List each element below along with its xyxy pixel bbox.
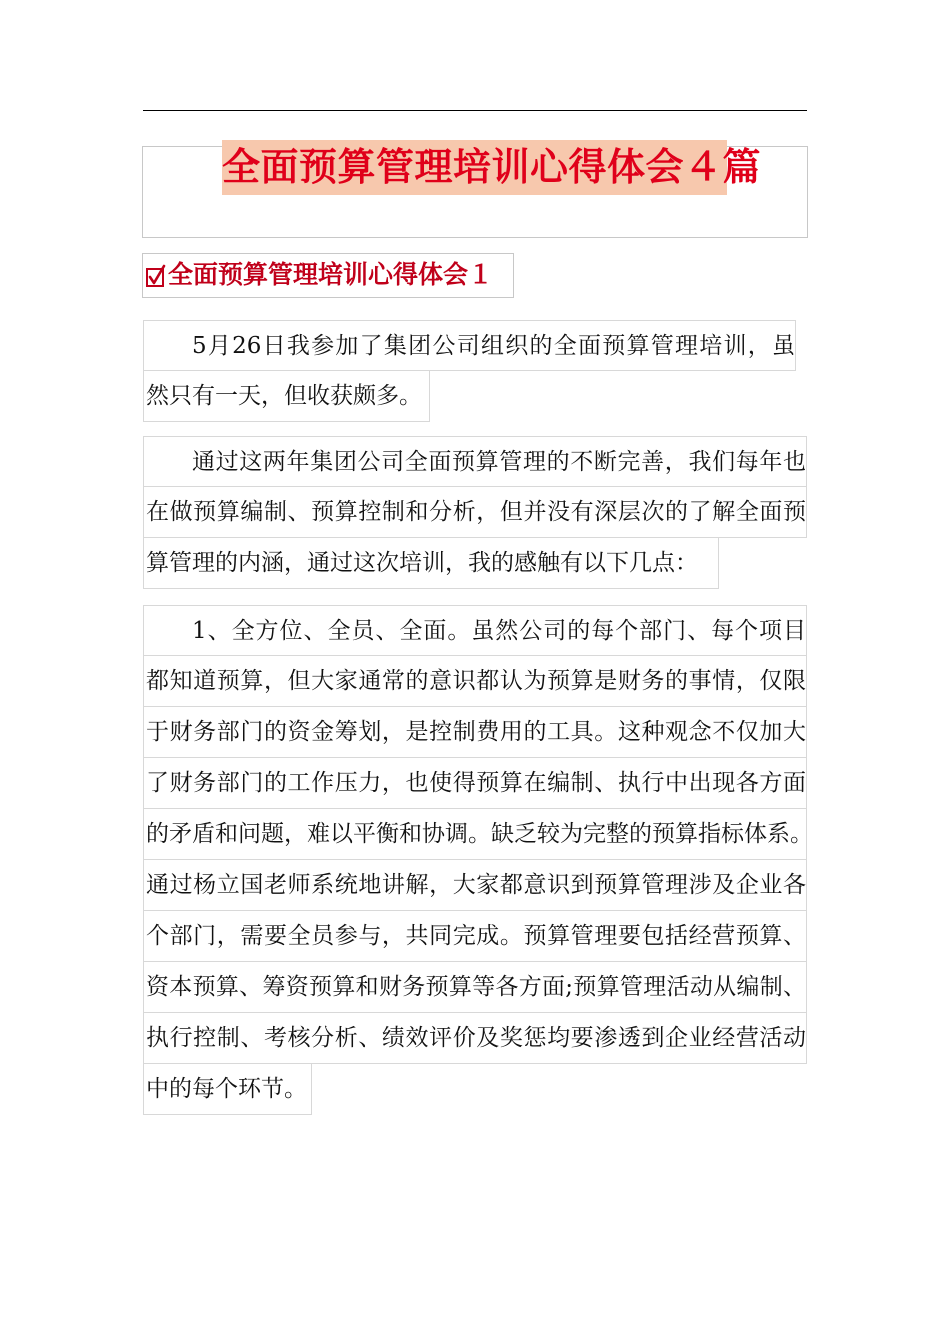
paragraph-line: 都知道预算，但大家通常的意识都认为预算是财务的事情，仅限 bbox=[143, 656, 807, 707]
paragraph-line: 通过杨立国老师系统地讲解，大家都意识到预算管理涉及企业各 bbox=[143, 860, 807, 911]
top-rule bbox=[143, 110, 807, 111]
paragraph-line: 算管理的内涵，通过这次培训，我的感触有以下几点： bbox=[143, 538, 719, 589]
paragraph-2 bbox=[143, 436, 807, 589]
paragraph-line: 了财务部门的工作压力，也使得预算在编制、执行中出现各方面 bbox=[143, 758, 807, 809]
paragraph-line: 1、全方位、全员、全面。虽然公司的每个部门、每个项目 bbox=[143, 605, 807, 656]
paragraph-line: 执行控制、考核分析、绩效评价及奖惩均要渗透到企业经营活动 bbox=[143, 1013, 807, 1064]
paragraph-line: 然只有一天，但收获颇多。 bbox=[143, 371, 430, 422]
paragraph-line: 于财务部门的资金筹划，是控制费用的工具。这种观念不仅加大 bbox=[143, 707, 807, 758]
document-title: 全面预算管理培训心得体会４篇 bbox=[222, 144, 762, 189]
section-heading: 全面预算管理培训心得体会１ bbox=[168, 260, 494, 289]
paragraph-line: 中的每个环节。 bbox=[143, 1064, 312, 1115]
checkbox-checked-icon bbox=[146, 264, 166, 288]
paragraph-line: 的矛盾和问题，难以平衡和协调。缺乏较为完整的预算指标体系。 bbox=[143, 809, 807, 860]
paragraph-line: 个部门，需要全员参与，共同完成。预算管理要包括经营预算、 bbox=[143, 911, 807, 962]
paragraph-1 bbox=[143, 320, 796, 422]
paragraph-3 bbox=[143, 605, 813, 1115]
paragraph-line: 通过这两年集团公司全面预算管理的不断完善，我们每年也 bbox=[143, 436, 807, 487]
paragraph-line: 资本预算、筹资预算和财务预算等各方面;预算管理活动从编制、 bbox=[143, 962, 807, 1013]
paragraph-line: 5月26日我参加了集团公司组织的全面预算管理培训，虽 bbox=[143, 320, 796, 371]
paragraph-line: 在做预算编制、预算控制和分析，但并没有深层次的了解全面预 bbox=[143, 487, 807, 538]
